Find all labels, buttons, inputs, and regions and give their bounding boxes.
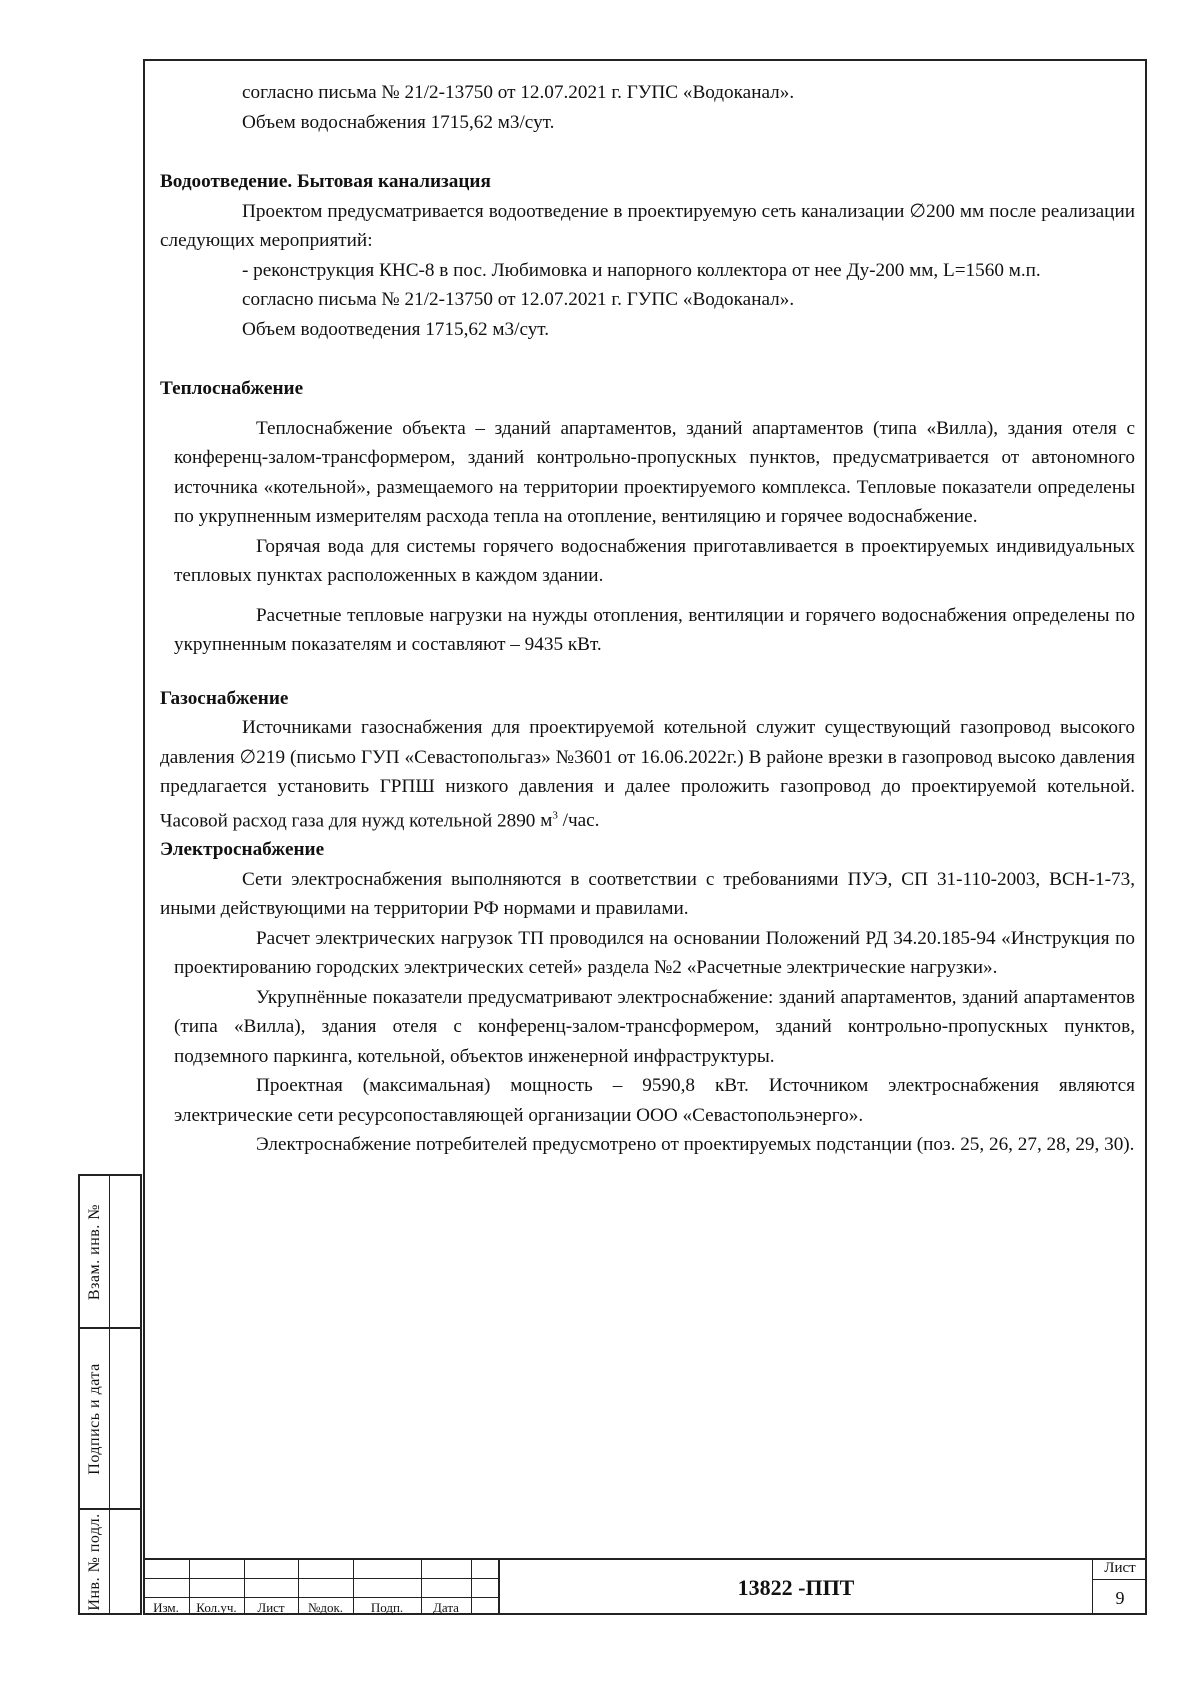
col-izm: Изм.: [153, 1600, 179, 1615]
paragraph: Горячая вода для системы горячего водоснабжения приготавливается в проектируемых индивидуальных тепловых пунктах расположенных в каждом здании.: [174, 535, 1135, 586]
col-data: Дата: [433, 1600, 459, 1615]
paragraph: Проектная (максимальная) мощность – 9590,8 кВт. Источником электроснабжения являются электрические сети ресурсопоставляющей организации ООО «Севастопольэнерго».: [174, 1075, 1135, 1126]
section-heading-electricity: Электроснабжение: [160, 839, 325, 861]
sheet-number: 9: [1092, 1580, 1147, 1615]
title-block: [143, 1558, 1147, 1615]
stamp-signature-date: Подпись и дата: [78, 1327, 142, 1510]
stamp-inv-podl: Инв. № подл.: [78, 1508, 142, 1615]
sheet-label: Лист: [1092, 1560, 1147, 1580]
col-podp: Подп.: [370, 1600, 404, 1615]
section-heading-sewerage: Водоотведение. Бытовая канализация: [160, 171, 491, 192]
gas-unit: $м^3$ /час.: [540, 809, 600, 831]
paragraph: Теплоснабжение объекта – зданий апартаментов, зданий апартаментов (типа «Вилла), здания отеля с конференц-залом-трансформером, зданий контрольно-пропускных пунктов, предусматривается от автономного источника «котельной», размещаемого на территории проектируемого комплекса. Тепловые показатели определены по укрупненным измерителям расхода тепла на отопление, вентиляцию и горячее водоснабжение.: [174, 417, 1135, 527]
gas-text: Источниками газоснабжения для проектируемой котельной служит существующий газопровод высокого давления ∅219 (письмо ГУП «Севастопольгаз» №3601 от 16.06.2022г.) В районе врезки в газопровод высоко давления предлагается установить ГРПШ низкого давления и далее проложить газопровод до проектируемой котельной. Часовой расход газа для нужд котельной 2890: [160, 717, 1135, 831]
paragraph: согласно письма № 21/2-13750 от 12.07.2021 г. ГУПС «Водоканал».: [242, 82, 795, 103]
section-heading-gas: Газоснабжение: [160, 687, 289, 709]
section-heading-heat: Теплоснабжение: [160, 378, 304, 399]
paragraph: Объем водоснабжения 1715,62 м3/сут.: [242, 111, 555, 133]
document-body: [160, 78, 1135, 1160]
col-kol-uch: Кол.уч.: [196, 1600, 237, 1615]
paragraph: Сети электроснабжения выполняются в соответствии с требованиями ПУЭ, СП 31-110-2003, ВСН-1-73, иными действующими на территории РФ нормами и правилами.: [160, 868, 1135, 920]
paragraph: Проектом предусматривается водоотведение в проектируемую сеть канализации ∅200 мм после реализации следующих мероприятий:: [160, 200, 1135, 251]
paragraph: Расчет электрических нагрузок ТП проводился на основании Положений РД 34.20.185-94 «Инструкция по проектированию городских электрических сетей» раздела №2 «Расчетные электрические нагрузки».: [174, 927, 1135, 979]
paragraph: согласно письма № 21/2-13750 от 12.07.2021 г. ГУПС «Водоканал».: [242, 289, 795, 310]
stamp-vzam-inv: Взам. инв. №: [78, 1174, 142, 1329]
paragraph: Объем водоотведения 1715,62 м3/сут.: [242, 318, 550, 340]
paragraph: - реконструкция КНС-8 в пос. Любимовка и напорного коллектора от нее Ду-200 мм, L=1560 м.п.: [242, 259, 1041, 281]
paragraph: [160, 713, 1135, 835]
document-code: 13822 -ППТ: [737, 1575, 855, 1600]
paragraph: Укрупнённые показатели предусматривают электроснабжение: зданий апартаментов, зданий апартаментов (типа «Вилла), здания отеля с конференц-залом-трансформером, зданий контрольно-пропускных пунктов, подземного паркинга, котельной, объектов инженерной инфраструктуры.: [174, 986, 1135, 1067]
col-ndok: №док.: [307, 1600, 344, 1615]
col-list: Лист: [257, 1600, 285, 1615]
paragraph: Электроснабжение потребителей предусмотрено от проектируемых подстанции (поз. 25, 26, 27, 28, 29, 30).: [256, 1134, 1135, 1156]
paragraph: Расчетные тепловые нагрузки на нужды отопления, вентиляции и горячего водоснабжения определены по укрупненным показателям и составляют – 9435 кВт.: [174, 604, 1135, 655]
